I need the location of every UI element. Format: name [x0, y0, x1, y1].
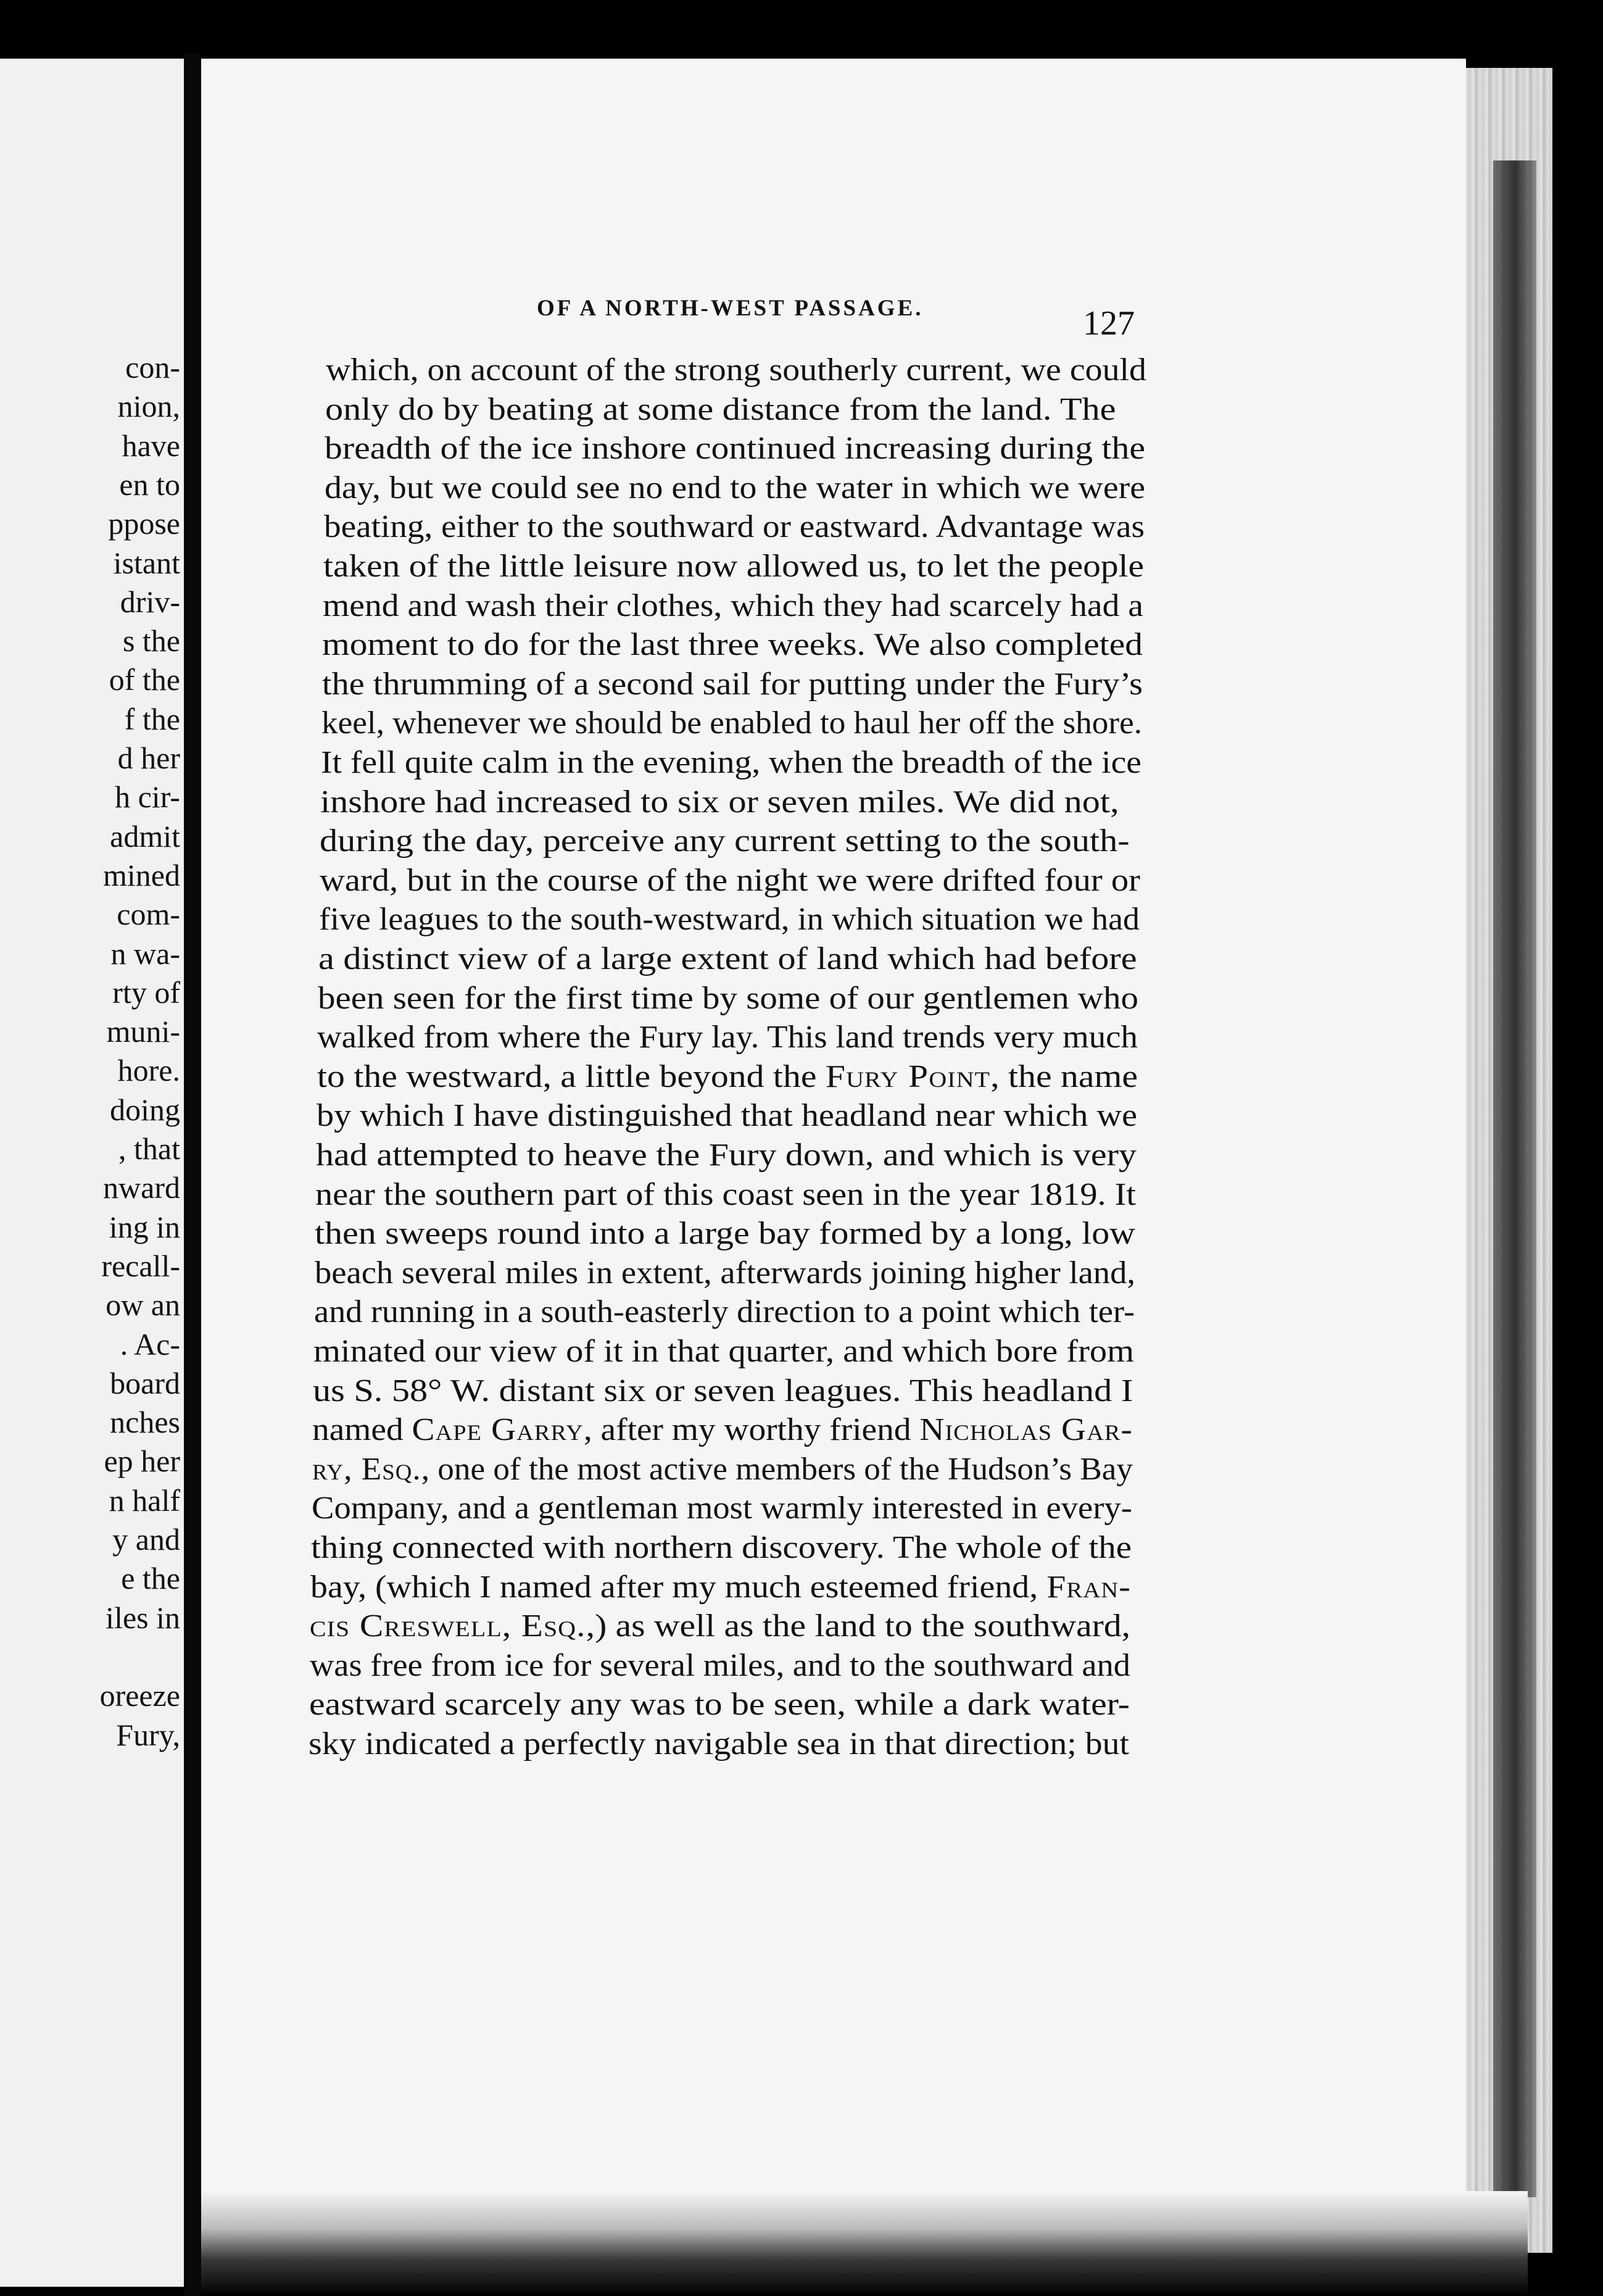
- left-page-line: , that: [118, 1131, 180, 1166]
- body-line: [320, 784, 1119, 821]
- body-line: [311, 1529, 1132, 1566]
- left-page-line: board: [110, 1365, 180, 1400]
- body-line: [315, 1255, 1135, 1292]
- text-run: and running in a south-easterly direction to a point which ter-: [313, 1294, 1135, 1330]
- left-page-line: muni-: [106, 1014, 180, 1049]
- body-line: [315, 1215, 1135, 1252]
- body-line: [312, 1412, 1133, 1449]
- text-run: , the name: [990, 1059, 1138, 1094]
- left-page-line: doing: [110, 1092, 180, 1127]
- body-line: [317, 1019, 1138, 1056]
- text-run: mend and wash their clothes, which they had scarcely had a: [323, 588, 1144, 623]
- text-run: been seen for the first time by some of our gentlemen who: [318, 980, 1139, 1016]
- body-line: [318, 941, 1137, 978]
- body-line: [310, 1569, 1131, 1606]
- text-run: ward, but in the course of the night we were drifted four or: [319, 862, 1140, 898]
- text-run: inshore had increased to six or seven miles. We did not,: [320, 784, 1119, 820]
- left-page-line: nward: [103, 1170, 180, 1205]
- text-run: walked from where the Fury lay. This land trends very much: [317, 1020, 1138, 1055]
- body-line: [323, 548, 1144, 585]
- left-page-line: recall-: [101, 1248, 180, 1283]
- left-page-line: of the: [109, 662, 180, 697]
- text-run: to the westward, a little beyond the: [317, 1059, 826, 1094]
- text-run: a distinct view of a large extent of land which had before: [318, 941, 1137, 976]
- body-line: [309, 1686, 1130, 1723]
- body-line: [315, 1176, 1136, 1213]
- left-page-line: Fury,: [116, 1717, 180, 1752]
- body-line: [309, 1726, 1129, 1763]
- left-page-line: rty of: [112, 975, 180, 1010]
- body-line: [320, 862, 1140, 899]
- small-caps-run: Nicholas Gar-: [919, 1412, 1133, 1448]
- text-run: was free from ice for several miles, and to the southward and: [309, 1647, 1130, 1683]
- body-line: [324, 509, 1145, 546]
- text-run: thing connected with northern discovery. The whole of the: [311, 1530, 1132, 1565]
- small-caps-run: Cape Garry: [412, 1412, 584, 1448]
- text-run: sky indicated a perfectly navigable sea in that direction; but: [309, 1726, 1129, 1762]
- small-caps-run: Fury Point: [825, 1059, 990, 1094]
- left-page-line: h cir-: [115, 780, 180, 815]
- text-run: , one of the most active members of the Hudson’s Bay: [421, 1451, 1133, 1487]
- text-run: only do by beating at some distance from the land. The: [325, 391, 1116, 427]
- left-page-line: n half: [109, 1483, 180, 1518]
- left-page-line: have: [122, 428, 180, 463]
- body-line: [321, 705, 1142, 742]
- left-page-line: ing in: [109, 1209, 180, 1244]
- text-run: beating, either to the southward or eastward. Advantage was: [323, 509, 1145, 545]
- body-line: [317, 1097, 1137, 1134]
- body-line: [326, 352, 1146, 389]
- text-run: beach several miles in extent, afterwards joining higher land,: [314, 1255, 1135, 1291]
- left-page-fragment: [0, 59, 184, 2287]
- text-run: had attempted to heave the Fury down, and which is very: [316, 1138, 1137, 1173]
- book-gutter: [184, 52, 201, 2296]
- text-run: then sweeps round into a large bay formed by a long, low: [315, 1216, 1136, 1252]
- left-page-line: iles in: [106, 1600, 180, 1635]
- body-line: [310, 1608, 1130, 1645]
- running-head: OF A NORTH-WEST PASSAGE.: [537, 296, 924, 321]
- left-page-line: s the: [122, 623, 180, 659]
- body-line: [325, 470, 1145, 507]
- text-run: near the southern part of this coast seen in the year 1819. It: [315, 1176, 1137, 1212]
- left-page-line: admit: [110, 818, 180, 854]
- text-run: day, but we could see no end to the water in which we were: [324, 470, 1145, 505]
- body-line: [316, 1137, 1137, 1174]
- left-page-line: nches: [110, 1405, 180, 1440]
- text-run: bay, (which I named after my much esteemed friend,: [310, 1569, 1047, 1605]
- left-page-line: y and: [112, 1522, 180, 1557]
- left-page-line: f the: [124, 701, 180, 736]
- body-line: [317, 1059, 1138, 1096]
- body-line: [310, 1647, 1130, 1684]
- left-page-line: n wa-: [110, 936, 180, 971]
- body-line: [314, 1294, 1135, 1331]
- text-run: us S. 58° W. distant six or seven leagues. This headland I: [313, 1373, 1133, 1408]
- text-run: which, on account of the strong southerly current, we could: [326, 352, 1146, 388]
- text-run: ,) as well as the land to the southward,: [586, 1608, 1131, 1644]
- left-page-line: con-: [125, 350, 180, 385]
- body-line: [322, 666, 1143, 703]
- body-line: [318, 980, 1138, 1017]
- text-run: moment to do for the last three weeks. We also completed: [322, 627, 1143, 663]
- left-page-line: driv-: [120, 584, 180, 619]
- left-page-line: istant: [113, 545, 180, 580]
- left-page-line: . Ac-: [120, 1326, 180, 1362]
- page-number: 127: [1083, 304, 1135, 343]
- body-line: [323, 588, 1143, 625]
- body-line: [312, 1490, 1132, 1527]
- text-run: keel, whenever we should be enabled to haul her off the shore.: [321, 705, 1142, 741]
- small-caps-run: ry, Esq.: [312, 1451, 421, 1487]
- small-caps-run: cis Creswell, Esq.: [310, 1608, 587, 1644]
- text-run: It fell quite calm in the evening, when the breadth of the ice: [321, 745, 1142, 780]
- body-line: [313, 1373, 1133, 1410]
- left-page-line: ow an: [106, 1287, 180, 1323]
- body-line: [325, 430, 1145, 467]
- body-line: [325, 391, 1116, 428]
- left-page-line: en to: [119, 467, 180, 502]
- bottom-page-edge: [201, 2191, 1528, 2296]
- body-line: [313, 1333, 1134, 1370]
- text-run: the thrumming of a second sail for putting under the Fury’s: [321, 666, 1143, 702]
- text-run: during the day, perceive any current setting to the south-: [320, 823, 1130, 859]
- text-run: by which I have distinguished that headland near which we: [316, 1098, 1137, 1134]
- page-edge-shadow: [1493, 160, 1536, 2197]
- left-page-line: oreeze: [99, 1678, 180, 1713]
- text-run: breadth of the ice inshore continued increasing during the: [325, 431, 1146, 467]
- text-run: , after my worthy friend: [584, 1412, 920, 1448]
- text-run: taken of the little leisure now allowed us, to let the people: [323, 549, 1144, 584]
- left-page-line: com-: [117, 897, 180, 932]
- text-run: eastward scarcely any was to be seen, while a dark water-: [309, 1687, 1130, 1723]
- left-page-line: hore.: [117, 1053, 180, 1088]
- text-run: Company, and a gentleman most warmly interested in every-: [311, 1491, 1132, 1526]
- left-page-line: d her: [117, 741, 180, 775]
- small-caps-run: Fran-: [1046, 1569, 1132, 1605]
- left-page-line: mined: [103, 857, 180, 892]
- body-line: [312, 1451, 1133, 1488]
- left-page-line: ppose: [108, 506, 180, 541]
- left-page-line: ep her: [104, 1444, 180, 1479]
- text-run: named: [312, 1412, 412, 1448]
- text-run: minated our view of it in that quarter, and which bore from: [313, 1334, 1134, 1369]
- left-page-line: e the: [121, 1561, 180, 1596]
- body-line: [321, 744, 1141, 781]
- body-line: [320, 823, 1130, 860]
- body-line: [319, 901, 1140, 938]
- body-line: [322, 626, 1143, 663]
- text-run: five leagues to the south-westward, in which situation we had: [318, 902, 1140, 938]
- left-page-line: nion,: [117, 389, 180, 424]
